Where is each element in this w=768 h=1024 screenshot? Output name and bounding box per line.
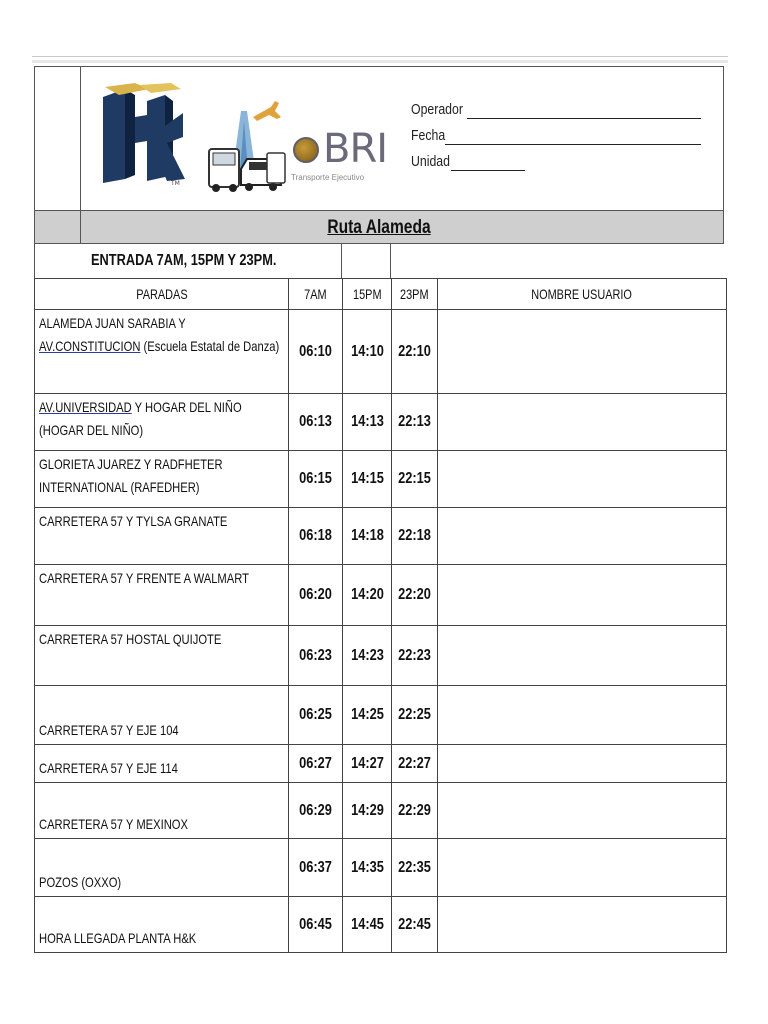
time-15pm: 14:15 [343, 451, 392, 508]
hk-logo-icon [95, 83, 189, 189]
time-7am: 06:23 [289, 626, 343, 686]
user-name-cell[interactable] [438, 451, 727, 508]
time-7am: 06:27 [289, 745, 343, 783]
user-name-cell[interactable] [438, 839, 727, 897]
time-7am: 06:15 [289, 451, 343, 508]
stop-name: CARRETERA 57 Y MEXINOX [35, 783, 289, 839]
time-15pm: 14:20 [343, 565, 392, 626]
time-15pm: 14:13 [343, 394, 392, 451]
time-15pm: 14:45 [343, 897, 392, 953]
time-7am: 06:20 [289, 565, 343, 626]
time-15pm: 14:27 [343, 745, 392, 783]
table-row [35, 626, 727, 686]
stop-name: CARRETERA 57 Y EJE 114 [35, 745, 289, 783]
table-row [35, 508, 727, 565]
bri-logo-subtitle: Transporte Ejecutivo [291, 173, 365, 182]
time-15pm: 14:25 [343, 686, 392, 745]
time-15pm: 14:23 [343, 626, 392, 686]
stop-name: AV.UNIVERSIDAD Y HOGAR DEL NIÑO (HOGAR DEL NIÑO) [35, 394, 289, 451]
time-23pm: 22:13 [392, 394, 438, 451]
table-row [35, 897, 727, 953]
user-name-cell[interactable] [438, 686, 727, 745]
user-name-cell[interactable] [438, 508, 727, 565]
time-7am: 06:37 [289, 839, 343, 897]
table-row [35, 783, 727, 839]
time-23pm: 22:10 [392, 310, 438, 394]
time-15pm: 14:35 [343, 839, 392, 897]
page-top-rule [32, 56, 728, 57]
stop-name: CARRETERA 57 Y TYLSA GRANATE [35, 508, 289, 565]
svg-text:TM: TM [171, 180, 180, 187]
table-row [35, 745, 727, 783]
time-23pm: 22:25 [392, 686, 438, 745]
user-name-cell[interactable] [438, 783, 727, 839]
time-23pm: 22:35 [392, 839, 438, 897]
fecha-label: Fecha [411, 127, 446, 144]
time-23pm: 22:29 [392, 783, 438, 839]
user-name-cell[interactable] [438, 394, 727, 451]
bri-logo-text: BRI [323, 126, 388, 172]
time-15pm: 14:29 [343, 783, 392, 839]
time-23pm: 22:15 [392, 451, 438, 508]
table-row [35, 686, 727, 745]
entrada-label: ENTRADA 7AM, 15PM Y 23PM. [91, 252, 277, 269]
time-7am: 06:18 [289, 508, 343, 565]
time-7am: 06:45 [289, 897, 343, 953]
route-title-bar [34, 210, 724, 244]
route-bar-strip [35, 211, 81, 243]
user-name-cell[interactable] [438, 565, 727, 626]
header-left-strip [35, 67, 81, 211]
page-top-shadow [32, 60, 728, 63]
bri-logo [289, 126, 388, 191]
header-paradas: PARADAS [35, 279, 289, 310]
time-23pm: 22:23 [392, 626, 438, 686]
entrada-row [34, 244, 724, 278]
stop-name: CARRETERA 57 Y FRENTE A WALMART [35, 565, 289, 626]
time-7am: 06:25 [289, 686, 343, 745]
stop-name: GLORIETA JUAREZ Y RADFHETER INTERNATIONAL (RAFEDHER) [35, 451, 289, 508]
table-header-row [35, 279, 727, 310]
table-row [35, 565, 727, 626]
table-row [35, 394, 727, 451]
time-23pm: 22:45 [392, 897, 438, 953]
header-23pm: 23PM [392, 279, 438, 310]
user-name-cell[interactable] [438, 897, 727, 953]
user-name-cell[interactable] [438, 310, 727, 394]
unidad-label: Unidad [411, 153, 450, 170]
time-23pm: 22:20 [392, 565, 438, 626]
stop-name: HORA LLEGADA PLANTA H&K [35, 897, 289, 953]
stop-name: POZOS (OXXO) [35, 839, 289, 897]
unidad-line[interactable] [451, 170, 525, 171]
time-15pm: 14:18 [343, 508, 392, 565]
header-nombre-usuario: NOMBRE USUARIO [438, 279, 727, 310]
table-row [35, 310, 727, 394]
fecha-line[interactable] [445, 144, 701, 145]
operador-label: Operador [411, 101, 463, 118]
user-name-cell[interactable] [438, 745, 727, 783]
stop-name: CARRETERA 57 HOSTAL QUIJOTE [35, 626, 289, 686]
transport-logo-icon [205, 91, 287, 195]
stops-table [34, 278, 727, 953]
entrada-empty-cell [341, 244, 391, 278]
operador-line[interactable] [467, 118, 701, 119]
header-15pm: 15PM [343, 279, 392, 310]
time-7am: 06:13 [289, 394, 343, 451]
time-7am: 06:29 [289, 783, 343, 839]
time-23pm: 22:27 [392, 745, 438, 783]
table-row [35, 451, 727, 508]
entrada-cell [34, 244, 342, 278]
stop-name: ALAMEDA JUAN SARABIA Y AV.CONSTITUCION (Escuela Estatal de Danza) [35, 310, 289, 394]
stop-name: CARRETERA 57 Y EJE 104 [35, 686, 289, 745]
logos [95, 75, 415, 205]
table-row [35, 839, 727, 897]
time-23pm: 22:18 [392, 508, 438, 565]
bri-disc-icon [293, 137, 319, 163]
time-15pm: 14:10 [343, 310, 392, 394]
time-7am: 06:10 [289, 310, 343, 394]
user-name-cell[interactable] [438, 626, 727, 686]
header-7am: 7AM [289, 279, 343, 310]
route-title: Ruta Alameda [327, 217, 431, 238]
